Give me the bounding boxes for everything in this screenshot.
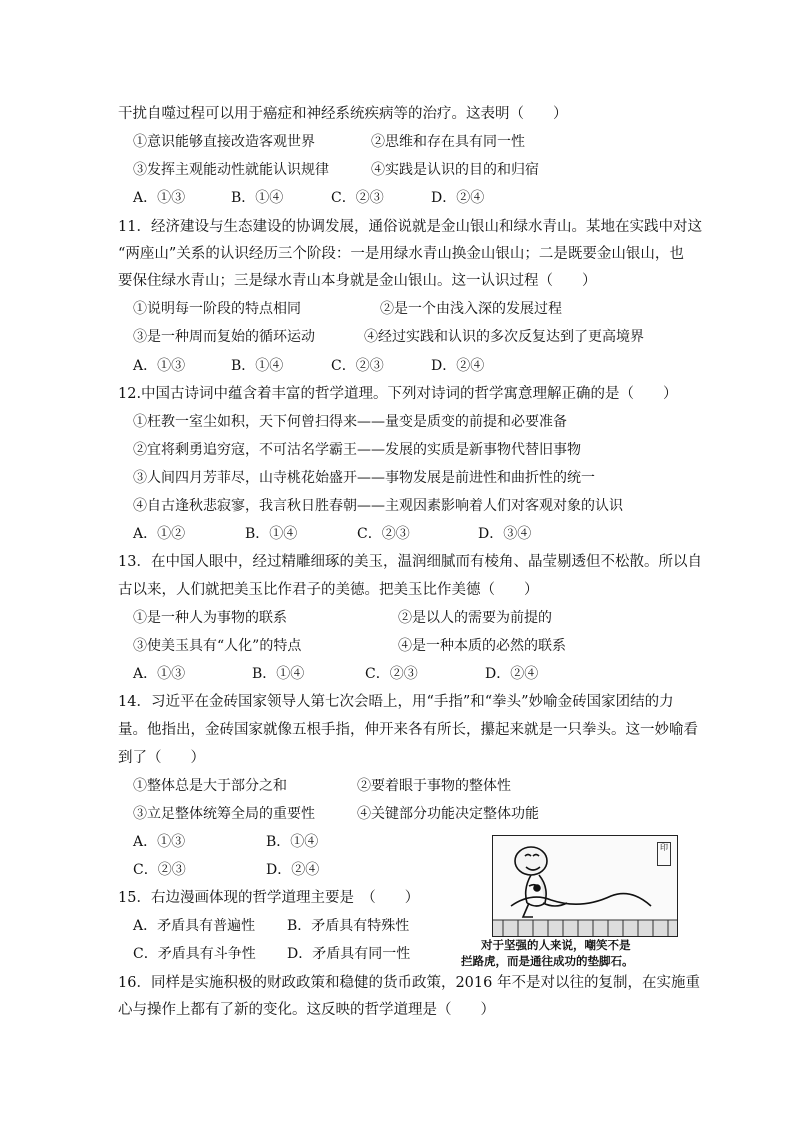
q12-option-1: ①枉教一室尘如积，天下何曾扫得来——量变是质变的前提和必要准备 [133,414,567,430]
q10-option-4: ④实践是认识的目的和归宿 [371,162,539,178]
q11-option-3: ③是一种周而复始的循环运动 [133,329,315,345]
q13-stem-line-2: 古以来，人们就把美玉比作君子的美德。把美玉比作美德（ ） [118,582,539,598]
q12-answer-a: A．①② [133,526,186,542]
cartoon-caption-line-2: 拦路虎，而是通往成功的垫脚石。 [461,954,634,968]
q11-answer-d: D．②④ [431,358,485,374]
q11-stem-line-3: 要保住绿水青山；三是绿水青山本身就是金山银山。这一认识过程（ ） [118,273,597,289]
q14-option-4: ④关键部分功能决定整体功能 [357,806,539,822]
q13-option-2: ②是以人的需要为前提的 [398,610,552,626]
q13-answer-c: C．②③ [365,666,418,682]
q16-stem-line-2: 心与操作上都有了新的变化。这反映的哲学道理是（ ） [118,1002,495,1018]
q13-answer-b: B．①④ [252,666,305,682]
cartoon-image [492,835,678,937]
q11-answer-c: C．②③ [331,358,384,374]
cartoon-caption-line-1: 对于坚强的人来说，嘲笑不是 [481,938,631,952]
q10-answer-a: A．①③ [133,190,186,206]
artist-stamp-icon: 印 [657,842,671,866]
q10-option-3: ③发挥主观能动性就能认识规律 [133,162,329,178]
q13-stem-line-1: 13．在中国人眼中，经过精雕细琢的美玉，温润细腻而有棱角、晶莹剔透但不松散。所以自 [118,554,702,570]
q14-answer-a: A．①③ [133,834,186,850]
q10-answer-d: D．②④ [431,190,485,206]
q12-stem-line: 12.中国古诗词中蕴含着丰富的哲学道理。下列对诗词的哲学寓意理解正确的是（ ） [118,386,678,402]
q11-option-1: ①说明每一阶段的特点相同 [133,301,301,317]
q10-stem-line: 干扰自噬过程可以用于癌症和神经系统疾病等的治疗。这表明（ ） [118,106,568,122]
q12-answer-d: D．③④ [478,526,532,542]
q14-answer-c: C．②③ [133,862,186,878]
q13-answer-a: A．①③ [133,666,186,682]
q14-option-3: ③立足整体统筹全局的重要性 [133,806,315,822]
q12-option-2: ②宜将剩勇追穷寇，不可沽名学霸王——发展的实质是新事物代替旧事物 [133,442,581,458]
q11-stem-line-1: 11．经济建设与生态建设的协调发展，通俗说就是金山银山和绿水青山。某地在实践中对这 [118,219,702,235]
q15-answer-b: B．矛盾具有特殊性 [287,918,410,934]
q10-option-2: ②思维和存在具有同一性 [371,134,525,150]
q14-stem-line-1: 14．习近平在金砖国家领导人第七次会晤上，用“手指”和“拳头”妙喻金砖国家团结的力 [118,694,674,710]
q15-answer-c: C．矛盾具有斗争性 [133,946,256,962]
q12-answer-c: C．②③ [357,526,410,542]
q14-answer-d: D．②④ [266,862,320,878]
q11-option-2: ②是一个由浅入深的发展过程 [380,301,562,317]
q12-answer-b: B．①④ [245,526,298,542]
q13-option-4: ④是一种本质的必然的联系 [398,638,566,654]
q14-option-2: ②要着眼于事物的整体性 [357,778,511,794]
q12-option-4: ④自古逢秋悲寂寥，我言秋日胜春朝——主观因素影响着人们对客观对象的认识 [133,498,623,514]
q11-answer-b: B．①④ [231,358,284,374]
q10-option-1: ①意识能够直接改造客观世界 [133,134,315,150]
q15-answer-d: D．矛盾具有同一性 [287,946,411,962]
q13-option-1: ①是一种人为事物的联系 [133,610,287,626]
q14-option-1: ①整体总是大于部分之和 [133,778,287,794]
q14-stem-line-2: 量。他指出，金砖国家就像五根手指，伸开来各有所长，攥起来就是一只拳头。这一妙喻看 [118,722,698,738]
q11-answer-a: A．①③ [133,358,186,374]
cartoon-drawing-icon [493,836,678,937]
q10-answer-b: B．①④ [231,190,284,206]
q15-stem-line: 15．右边漫画体现的哲学道理主要是 （ ） [118,890,420,906]
q14-answer-b: B．①④ [266,834,319,850]
q14-stem-line-3: 到了（ ） [118,750,205,766]
q11-stem-line-2: “两座山”关系的认识经历三个阶段：一是用绿水青山换金山银山；二是既要金山银山，也 [118,246,684,262]
q10-answer-c: C．②③ [331,190,384,206]
q11-option-4: ④经过实践和认识的多次反复达到了更高境界 [364,329,644,345]
q13-answer-d: D．②④ [485,666,539,682]
q12-option-3: ③人间四月芳菲尽，山寺桃花始盛开——事物发展是前进性和曲折性的统一 [133,470,595,486]
q15-answer-a: A．矛盾具有普遍性 [133,918,256,934]
q13-option-3: ③使美玉具有“人化”的特点 [133,638,302,654]
q16-stem-line-1: 16．同样是实施积极的财政政策和稳健的货币政策，2016 年不是对以往的复制，在实施重 [118,975,700,991]
